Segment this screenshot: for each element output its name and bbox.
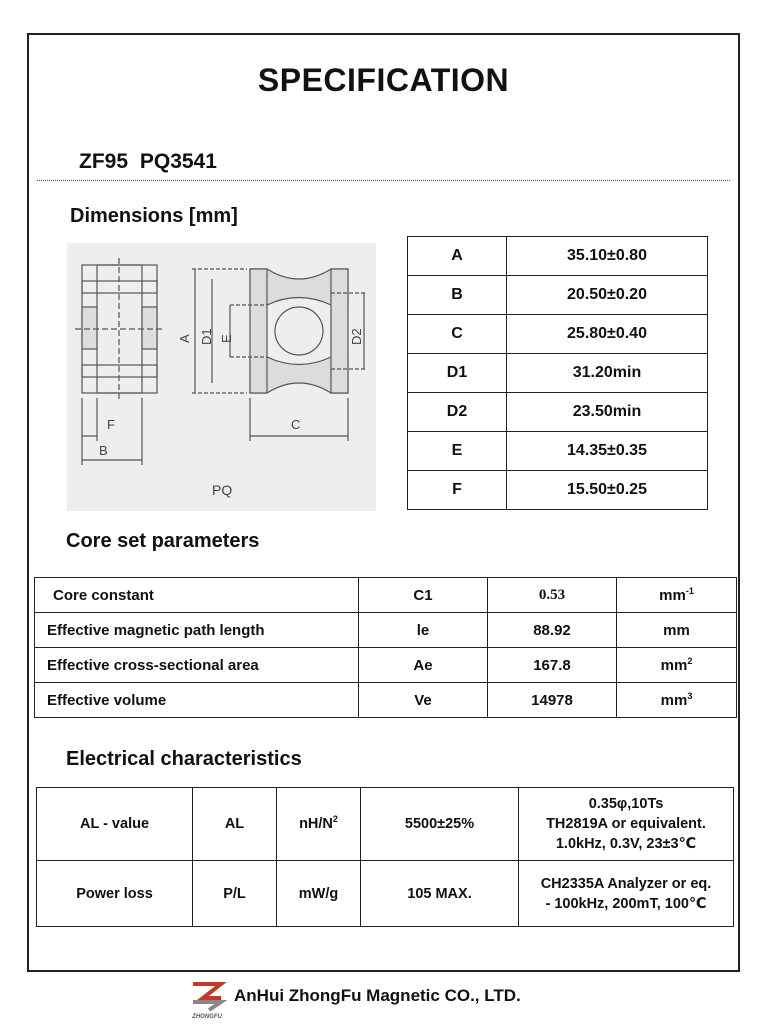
- table-row: [37, 788, 734, 861]
- elec-name: AL - value: [37, 788, 193, 861]
- table-row: [408, 393, 708, 432]
- dim-value: 25.80±0.40: [507, 315, 708, 354]
- elec-unit: $nH/N^2$: [277, 788, 361, 861]
- core-params-table: [34, 577, 737, 718]
- table-row: [408, 237, 708, 276]
- table-row: [408, 354, 708, 393]
- dim-label-d2: D2: [349, 328, 364, 345]
- electrical-table: [36, 787, 734, 927]
- table-row: [408, 432, 708, 471]
- param-unit: $mm^3$: [617, 683, 737, 718]
- dim-value: 15.50±0.25: [507, 471, 708, 510]
- table-row: [35, 683, 737, 718]
- dim-key: A: [408, 237, 507, 276]
- param-symbol: Ae: [359, 648, 488, 683]
- elec-conditions: 0.35φ,10Ts TH2819A or equivalent. 1.0kHz, 0.3V, 23±3℃: [519, 788, 734, 861]
- param-value: 0.53: [488, 578, 617, 613]
- dimensions-table: [407, 236, 708, 510]
- dim-value: 20.50±0.20: [507, 276, 708, 315]
- param-symbol: Ve: [359, 683, 488, 718]
- core-params-heading: Core set parameters: [66, 530, 260, 552]
- drawing-caption: PQ: [212, 482, 233, 498]
- param-unit: mm: [617, 613, 737, 648]
- elec-value: 5500±25%: [361, 788, 519, 861]
- dim-key: D1: [408, 354, 507, 393]
- dim-value: 31.20min: [507, 354, 708, 393]
- model-number: ZF95 PQ3541: [79, 150, 217, 173]
- company-logo: [187, 978, 227, 1020]
- dimensions-heading: Dimensions [mm]: [70, 205, 238, 227]
- dim-value: 14.35±0.35: [507, 432, 708, 471]
- dim-key: F: [408, 471, 507, 510]
- table-row: [408, 471, 708, 510]
- dim-label-d1: D1: [199, 328, 214, 345]
- dim-key: B: [408, 276, 507, 315]
- electrical-heading: Electrical characteristics: [66, 748, 302, 770]
- table-row: [408, 276, 708, 315]
- table-row: [35, 578, 737, 613]
- elec-value: 105 MAX.: [361, 861, 519, 927]
- dim-value: 35.10±0.80: [507, 237, 708, 276]
- logo-text: ZHONGFU: [192, 1014, 222, 1020]
- dim-label-c: C: [291, 417, 301, 432]
- param-name: Core constant: [35, 578, 359, 613]
- elec-symbol: P/L: [193, 861, 277, 927]
- dotted-divider: [37, 180, 730, 181]
- dim-key: C: [408, 315, 507, 354]
- param-name: Effective cross-sectional area: [35, 648, 359, 683]
- dim-label-b: B: [99, 443, 108, 458]
- param-symbol: le: [359, 613, 488, 648]
- company-name: AnHui ZhongFu Magnetic CO., LTD.: [234, 986, 521, 1005]
- param-unit: $mm^2$: [617, 648, 737, 683]
- table-row: [35, 613, 737, 648]
- elec-name: Power loss: [37, 861, 193, 927]
- page-title: SPECIFICATION: [257, 62, 510, 98]
- param-value: 14978: [488, 683, 617, 718]
- param-value: 88.92: [488, 613, 617, 648]
- core-drawing: [67, 243, 376, 511]
- param-symbol: C1: [359, 578, 488, 613]
- param-value: 167.8: [488, 648, 617, 683]
- dim-value: 23.50min: [507, 393, 708, 432]
- table-row: [37, 861, 734, 927]
- param-unit: $mm^{-1}$: [617, 578, 737, 613]
- elec-conditions: CH2335A Analyzer or eq. - 100kHz, 200mT, 100℃: [519, 861, 734, 927]
- table-row: [35, 648, 737, 683]
- dim-key: D2: [408, 393, 507, 432]
- table-row: [408, 315, 708, 354]
- elec-unit: mW/g: [277, 861, 361, 927]
- elec-symbol: AL: [193, 788, 277, 861]
- param-name: Effective volume: [35, 683, 359, 718]
- dim-label-e: E: [219, 334, 234, 343]
- param-name: Effective magnetic path length: [35, 613, 359, 648]
- dim-key: E: [408, 432, 507, 471]
- dim-label-a: A: [177, 334, 192, 343]
- dim-label-f: F: [107, 417, 115, 432]
